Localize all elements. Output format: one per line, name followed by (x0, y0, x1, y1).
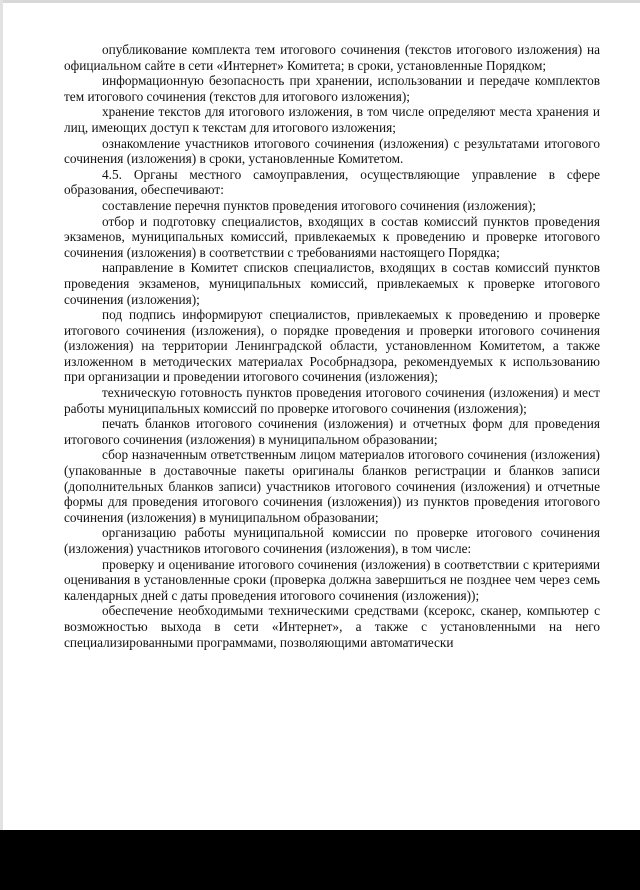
paragraph: хранение текстов для итогового изложения, в том числе определяют места хранения и лиц, имеющих доступ к текстам для итогового изложения; (64, 104, 600, 135)
paragraph: отбор и подготовку специалистов, входящих в состав комиссий пунктов проведения экзаменов, муниципальных комиссий, привлекаемых к проведению и проверке итогового сочинения (изложения) в соответствии с требованиями настоящего Порядка; (64, 213, 600, 260)
paragraph: организацию работы муниципальной комиссии по проверке итогового сочинения (изложения) участников итогового сочинения (изложения), в том числе: (64, 525, 600, 556)
paragraph: обеспечение необходимыми техническими средствами (ксерокс, сканер, компьютер с возможностью выхода в сети «Интернет», а также с установленными на него специализированными программами, позволяющими автоматически (64, 603, 600, 650)
paragraph: составление перечня пунктов проведения итогового сочинения (изложения); (102, 197, 536, 213)
paragraph: под подпись информируют специалистов, привлекаемых к проведению и проверке итогового сочинения (изложения), о порядке проведения и проверки итогового сочинения (изложения) на территории Ленинградской области, установленном Комитетом, а также изложенном в методических материалах Рособрнадзора, рекомендуемых к использованию при организации и проведении итогового сочинения (изложения); (64, 307, 600, 385)
scan-black-band (0, 830, 640, 890)
paragraph: ознакомление участников итогового сочинения (изложения) с результатами итогового сочинения (изложения) в сроки, установленные Комитетом. (64, 135, 600, 167)
paragraph: сбор назначенным ответственным лицом материалов итогового сочинения (изложения) (упакованные в доставочные пакеты оригиналы бланков регистрации и бланков записи (дополнительных бланков записи) участников итогового сочинения (изложения) и отчетные формы для проведения итогового сочинения (изложения)) из пунктов проведения итогового сочинения (изложения) в муниципальном образовании; (64, 447, 600, 525)
scan-edge-top (0, 0, 640, 3)
scan-edge-left (0, 0, 3, 830)
paragraph: направление в Комитет списков специалистов, входящих в состав комиссий пунктов проведения экзаменов, муниципальных комиссий, привлекаемых к проверке итогового сочинения (изложения); (64, 260, 600, 307)
paragraph: печать бланков итогового сочинения (изложения) и отчетных форм для проведения итогового сочинения (изложения) в муниципальном образовании; (64, 416, 600, 447)
paragraph: информационную безопасность при хранении, использовании и передаче комплектов тем итогового сочинения (текстов для итогового изложения); (64, 73, 600, 104)
paragraph: проверку и оценивание итогового сочинения (изложения) в соответствии с критериями оценивания в установленные сроки (проверка должна завершиться не позднее чем через семь календарных дней с даты проведения итогового сочинения (изложения)); (64, 556, 600, 603)
paragraph: опубликование комплекта тем итогового сочинения (текстов итогового изложения) на официальном сайте в сети «Интернет» Комитета; в сроки, установленные Порядком; (64, 42, 600, 73)
document-body (64, 42, 600, 650)
section-heading-paragraph: 4.5. Органы местного самоуправления, осуществляющие управление в сфере образования, обеспечивают: (64, 166, 600, 198)
paragraph: техническую готовность пунктов проведения итогового сочинения (изложения) и мест работы муниципальных комиссий по проверке итогового сочинения (изложения); (64, 385, 600, 416)
